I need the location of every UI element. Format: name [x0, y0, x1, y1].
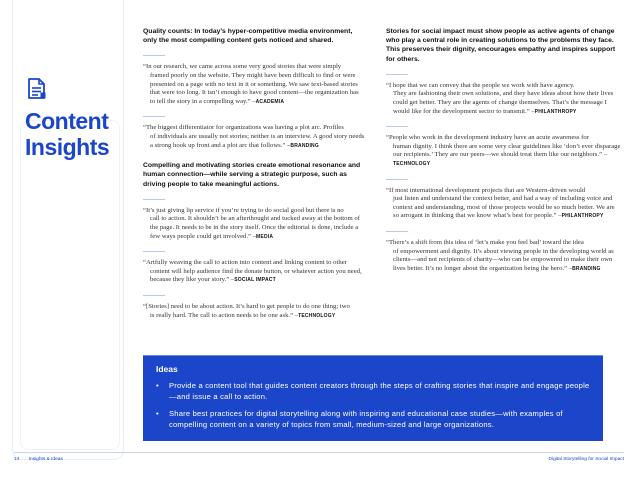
ideas-title: Ideas: [156, 364, 178, 374]
quote-source: BRANDING: [572, 265, 601, 272]
divider: [143, 295, 165, 296]
quote-media: “It’s just giving lip service if you’re trying to do social good but there is no call to action. It shouldn’t be an afterthought and tucked away at the bottom of the page. It needs to be in the story itself. Once the editorial is done, include a few ways people could get involved.” –MEDIA: [143, 206, 360, 240]
sidebar-decorative-outline-inner: [20, 120, 120, 450]
page-number: 14: [14, 457, 20, 462]
quote-source: PHILANTHROPY: [561, 213, 604, 220]
quote-social-impact: “Artfully weaving the call to action into content and linking content to other content will help audience find the donate button, or whatever action you need, because they like your story.” –SOCIAL IMPACT: [143, 259, 362, 284]
ideas-item-text: Share best practices for digital storytelling along with inspiring and educational case studies—with examples of compelling content on a variety of topics from small, medium-sized and large organizations.: [169, 409, 563, 429]
left-heading-compelling: Compelling and motivating stories create emotional resonance and human connection—while serving a strategic purpose, such as driving people to take meaningful actions.: [143, 162, 361, 188]
quote-philanthropy-context: “If most international development projects that are Western-driven would just listen and understand the context better, and had a way of including voice and context and understanding, most of those projects would be so much better. We are so arrogant in thinking that we know what’s best for people.” –PHILANTHROPY: [386, 186, 615, 220]
bullet: •: [156, 381, 159, 390]
section-title-line1: Content: [25, 108, 109, 134]
footer-document-title: Digital Storytelling for Social Impact: [548, 457, 624, 462]
divider: [143, 116, 165, 117]
document-icon: [27, 78, 47, 100]
quote-source: PHILANTHROPY: [534, 108, 577, 115]
ideas-box: [143, 355, 603, 441]
divider: [143, 251, 165, 252]
quote-technology: “[Stories] need to be about action. It’s hard to get people to do one thing; two is really hard. The call to action needs to be one ask.” –TECHNOLOGY: [143, 302, 350, 319]
quote-philanthropy-agency: “I hope that we can convey that the people we work with have agency. They are fashioning their own solutions, and they have ideas about how their lives could get better. They are the agents of change themselves. That’s the message I would like for the development sector to transmit.” –PHILANTHROPY: [386, 81, 614, 115]
left-heading-quality: Quality counts: In today’s hyper-competitive media environment, only the most compelling content gets noticed and shared.: [143, 28, 353, 45]
ideas-list: [156, 380, 596, 436]
quote-source: TECHNOLOGY: [393, 160, 431, 167]
quote-branding-empowerment: “There’s a shift from this idea of ‘let’s make you feel bad’ toward the idea of empowerment and dignity. It’s about viewing people in the developing world as clients—and not recipients of charity—who can be empowered to make their own lives better. It’s no longer about the organization being the hero.” –BRANDING: [386, 238, 614, 272]
left-column: [143, 27, 365, 320]
quote-branding: “The biggest differentiator for organizations was having a plot arc. Profiles of individuals are usually not stories; neither is an interview. A good story needs a strong hook up front and a plot arc that follows.” –BRANDING: [143, 124, 365, 149]
right-column: [386, 27, 621, 273]
right-heading-agents: Stories for social impact must show people as active agents of change who play a central role in creating solutions to the problems they face. This preserves their dignity, encourages empathy and inspires support for others.: [386, 28, 616, 63]
footer-left: [14, 457, 63, 462]
divider: [143, 199, 165, 200]
footer-section: Insights & Ideas: [28, 457, 63, 462]
footer-divider: [14, 452, 624, 453]
divider: [386, 179, 408, 180]
quote-source: ACADEMIA: [255, 98, 285, 105]
divider: [143, 55, 165, 56]
ideas-item: [156, 408, 596, 430]
quote-academia: “In our research, we came across some very good stories that were simply framed poorly on the website. They might have been difficult to find or were presented on a page with no text in it or something. We saw text-based stories that were too long. It isn’t enough to have good content—the organization has to tell the story in a compelling way.” –ACADEMIA: [143, 63, 359, 105]
bullet: •: [156, 409, 159, 418]
section-title: [25, 108, 125, 160]
quote-source: TECHNOLOGY: [298, 312, 336, 319]
divider: [386, 231, 408, 232]
quote-technology-dignity: “People who work in the development industry have an acute awareness for human dignity. I think there are some very clear guidelines like ‘don’t ever disparage our recipients.’ They are our peers—we should treat them like our neighbors.” –TECHNOLOGY: [386, 134, 621, 167]
quote-source: SOCIAL IMPACT: [234, 277, 276, 284]
divider: [386, 74, 408, 75]
ideas-item: [156, 380, 596, 402]
section-title-line2: Insights: [25, 134, 110, 160]
quote-source: MEDIA: [256, 233, 274, 240]
ideas-item-text: Provide a content tool that guides content creators through the steps of crafting stories that inspire and engage people—and issue a call to action.: [169, 381, 590, 401]
quote-source: BRANDING: [290, 142, 319, 149]
divider: [386, 126, 408, 127]
